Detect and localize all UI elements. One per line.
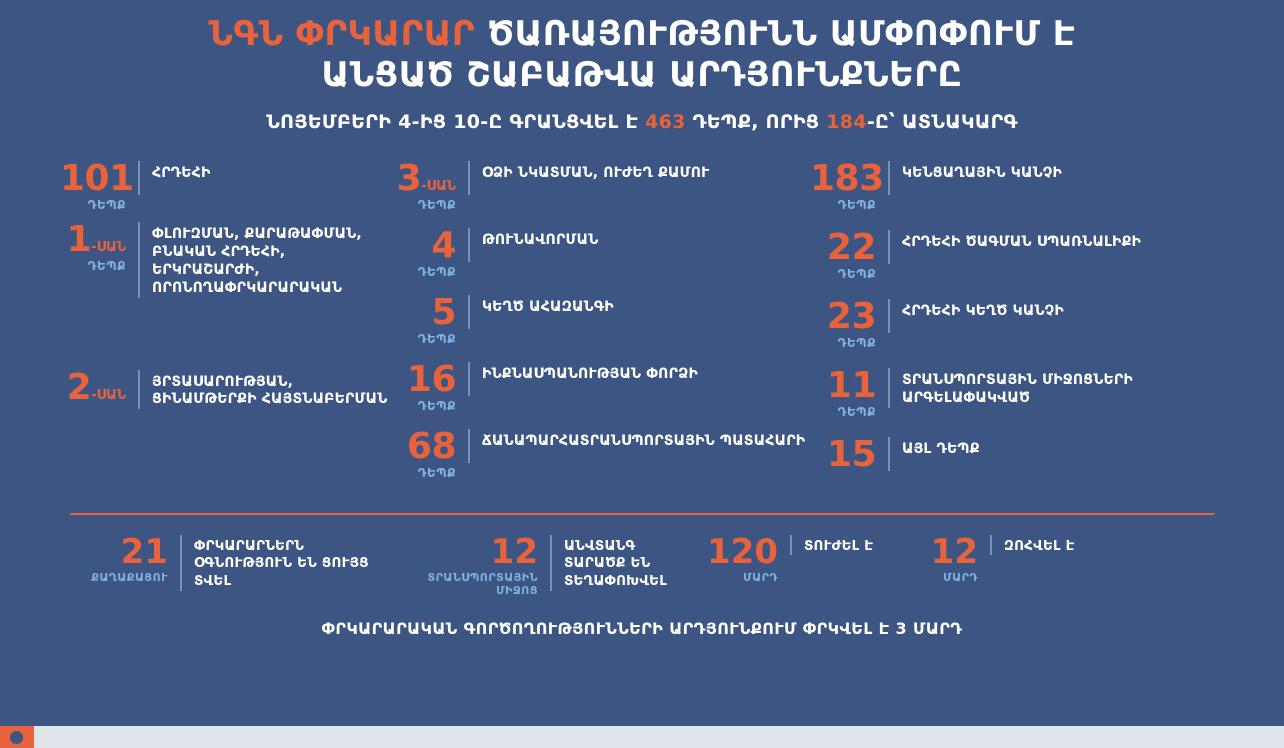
title-rest: ԾԱՌԱՅՈՒԹՅՈՒՆՆ ԱՄՓՈՓՈՒՄ Է [475, 14, 1076, 54]
stat-number-group [810, 157, 888, 212]
stat-item [810, 157, 1224, 212]
logo-icon [0, 726, 34, 748]
stat-unit: ԴԵՊՔ [837, 404, 876, 419]
stat-label: ՀՐԴԵՀԻ [138, 161, 211, 195]
stat-unit: ԴԵՊՔ [417, 197, 456, 212]
stat-unit: ԴԵՊՔ [87, 197, 126, 212]
stat-item [60, 218, 390, 298]
stat-label: ՀՐԴԵՀԻ ԿԵՂԾ ԿԱՆՉԻ [888, 299, 1064, 333]
stat-item [60, 366, 390, 410]
page-title-line-1 [0, 14, 1284, 55]
stat-number: 4 [431, 224, 456, 266]
stat-number-group [390, 157, 468, 212]
stat-label: ԹՈՒՆԱՎՈՐՄԱՆ [468, 228, 598, 262]
summary-label: ԱՆՎՏԱՆԳ ՏԱՐԱԾՔ ԵՆ ՏԵՂԱՓՈԽՎԵԼ [550, 535, 700, 591]
footer-note: ՓՐԿԱՐԱՐԱԿԱՆ ԳՈՐԾՈՂՈՒԹՅՈՒՆՆԵՐԻ ԱՐԴՅՈՒՆՔՈՒՄ ՓՐԿՎԵԼ Է 3 ՄԱՐԴ [321, 618, 963, 638]
stat-number: 1-ՍԱՆ [66, 218, 126, 260]
stat-number-group [390, 358, 468, 413]
summary-unit: ՔԱՂԱՔԱՑՈՒ [91, 570, 168, 584]
stat-label: ՕՁԻ ՆԿԱՏՄԱՆ, ՈՒԺԵՂ ՔԱՄՈՒ [468, 161, 709, 195]
stat-label: ՃԱՆԱՊԱՐՀԱՏՐԱՆՍՊՈՐՏԱՅԻՆ ՊԱՏԱՀԱՐԻ [468, 429, 805, 463]
stat-unit: ԴԵՊՔ [87, 258, 126, 273]
stat-item [390, 157, 810, 212]
summary-number-group [920, 531, 990, 584]
stat-number-group [810, 364, 888, 419]
stat-number: 5 [431, 291, 456, 333]
stat-number-group [60, 157, 138, 212]
stat-label: ՏՐԱՆՍՊՈՐՏԱՅԻՆ ՄԻՋՈՑՆԵՐԻ ԱՐԳԵԼԱՓԱԿՎԱԾ [888, 368, 1224, 408]
stat-item [60, 157, 390, 212]
stat-number: 3-ՍԱՆ [396, 157, 456, 199]
summary-item [700, 531, 920, 584]
stat-item [810, 295, 1224, 350]
subtitle-urgent-cases: 184 [826, 110, 867, 133]
stat-label: ԿԵՂԾ ԱՀԱԶԱՆԳԻ [468, 295, 614, 329]
stat-number: 22 [826, 226, 876, 268]
stat-item [810, 433, 1224, 475]
stat-unit: ԴԵՊՔ [417, 465, 456, 480]
footer-bar [0, 726, 1284, 748]
summary-item [920, 531, 1214, 584]
stat-number: 183 [810, 157, 884, 199]
stat-unit: ԴԵՊՔ [417, 398, 456, 413]
stat-item [390, 425, 810, 480]
summary-number: 120 [707, 531, 778, 572]
summary-number-group [70, 531, 180, 584]
stat-number: 68 [406, 425, 456, 467]
stat-unit: ԴԵՊՔ [837, 197, 876, 212]
stat-number: 101 [60, 157, 134, 199]
summary-unit: ՄԱՐԴ [743, 570, 778, 584]
column-spacer [60, 308, 390, 370]
stat-unit: ԴԵՊՔ [837, 266, 876, 281]
summary-item [70, 531, 400, 591]
header [0, 0, 1284, 133]
stat-number: 16 [406, 358, 456, 400]
summary-number: 12 [930, 531, 978, 572]
stat-item [810, 226, 1224, 281]
stat-number-group [810, 433, 888, 475]
subtitle-total-cases: 463 [645, 110, 686, 133]
stat-item [390, 358, 810, 413]
stat-number-suffix: -ՍԱՆ [91, 387, 126, 403]
stat-number: 11 [826, 364, 876, 406]
summary-number-group [700, 531, 790, 584]
stat-number: 23 [826, 295, 876, 337]
stat-unit: ԴԵՊՔ [417, 264, 456, 279]
title-accent: ՆԳՆ ՓՐԿԱՐԱՐ [208, 14, 475, 54]
summary-label: ՓՐԿԱՐԱՐՆԵՐՆ ՕԳՆՈՒԹՅՈՒՆ ԵՆ ՑՈՒՅՑ ՏՎԵԼ [180, 535, 400, 591]
summary-item [400, 531, 700, 597]
stats-column-3 [810, 157, 1224, 513]
summary-row [0, 515, 1284, 597]
stat-label: ՓԼՈՒԶՄԱՆ, ՔԱՐԱԹԱՓՄԱՆ, ԲՆԱԿԱՆ ՀՐԴԵՀԻ, ԵՐԿՐԱՇԱՐԺԻ, ՈՐՈՆՈՂԱՓՐԿԱՐԱՐԱԿԱՆ [138, 222, 390, 298]
summary-label: ԶՈՀՎԵԼ Է [990, 535, 1075, 556]
stats-columns [0, 133, 1284, 513]
summary-label: ՏՈՒԺԵԼ Է [790, 535, 873, 556]
subtitle-part-2: ԴԵՊՔ, ՈՐԻՑ [685, 110, 827, 133]
stat-number-group [810, 226, 888, 281]
stat-unit: ԴԵՊՔ [837, 335, 876, 350]
stat-number-suffix: -ՍԱՆ [421, 178, 456, 194]
stat-item [810, 364, 1224, 419]
summary-number: 12 [490, 531, 538, 572]
stat-number: 15 [826, 433, 876, 475]
stat-label: ՅՐՏԱՍԱՐՈՒԹՅԱՆ, ՑԻՆԱՄԹԵՐՔԻ ՀԱՅՏՆԱԲԵՐՄԱՆ [138, 370, 390, 410]
page-title-line-2: ԱՆՑԱԾ ՇԱԲԱԹՎԱ ԱՐԴՅՈՒՆՔՆԵՐԸ [321, 55, 963, 96]
stat-label: ՀՐԴԵՀԻ ԾԱԳՄԱՆ ՍՊԱՌՆԱԼԻՔԻ [888, 230, 1141, 264]
stat-item [390, 224, 810, 279]
stat-number-group [390, 224, 468, 279]
stat-number-group [390, 291, 468, 346]
subtitle-part-1: ՆՈՅԵՄԲԵՐԻ 4-ԻՑ 10-Ը ԳՐԱՆՑՎԵԼ Է [266, 110, 646, 133]
stat-unit: ԴԵՊՔ [417, 331, 456, 346]
stat-number-group [390, 425, 468, 480]
stat-item [390, 291, 810, 346]
stat-label: ԻՆՔՆԱՍՊԱՆՈՒԹՅԱՆ ՓՈՐՁԻ [468, 362, 698, 396]
stat-number-group [60, 366, 138, 408]
summary-unit: ՏՐԱՆՍՊՈՐՏԱՅԻՆ ՄԻՋՈՑ [427, 570, 538, 597]
stat-number-group [810, 295, 888, 350]
stat-number-suffix: -ՍԱՆ [91, 239, 126, 255]
summary-number: 21 [120, 531, 168, 572]
stats-column-1 [60, 157, 390, 513]
stat-number-group [60, 218, 138, 273]
subtitle [0, 111, 1284, 133]
stat-label: ԿԵՆՑԱՂԱՅԻՆ ԿԱՆՉԻ [888, 161, 1062, 195]
summary-unit: ՄԱՐԴ [943, 570, 978, 584]
stats-column-2 [390, 157, 810, 513]
stat-number: 2-ՍԱՆ [66, 366, 126, 408]
summary-number-group [400, 531, 550, 597]
stat-label: ԱՅԼ ԴԵՊՔ [888, 437, 980, 471]
subtitle-part-3: -Ը՝ ԱՏՆԱԿԱՐԳ [866, 110, 1018, 133]
